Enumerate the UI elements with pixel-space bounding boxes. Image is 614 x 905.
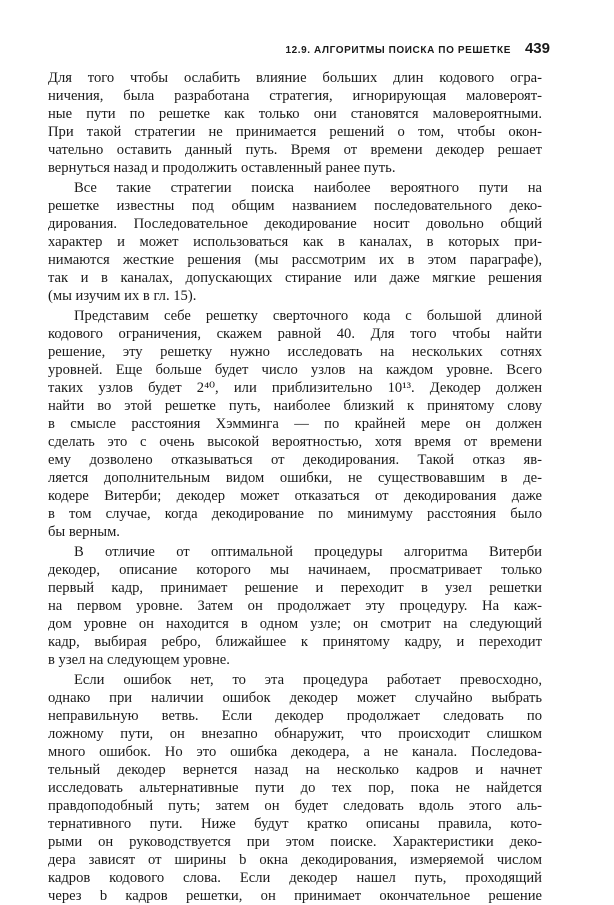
text-line: решение, эту решетку нужно исследовать на нескольких сотнях xyxy=(48,344,542,360)
paragraph-1 xyxy=(48,69,542,177)
text-line: Представим себе решетку сверточного кода с большой длиной xyxy=(74,308,542,324)
text-line: При такой стратегии не принимается решений о том, чтобы окон- xyxy=(48,124,542,140)
text-line: через b кадров решетки, он принимает окончательное решение xyxy=(48,888,542,904)
text-line: так и в каналах, допускающих стирание или даже мягкие решения xyxy=(48,270,542,286)
text-line: кадр, выбирая ребро, ближайшее к принятому кадру, и переходит xyxy=(48,634,542,650)
body-text xyxy=(48,69,542,905)
text-line: в том случае, когда декодирование по минимуму расстояния было xyxy=(48,506,542,522)
text-line: ные пути по решетке как только они становятся маловероятными. xyxy=(48,106,542,122)
text-line: тельный декодер вернется назад на несколько кадров и начнет xyxy=(48,762,542,778)
text-line: дом уровне он находится в одном узле; он смотрит на следующий xyxy=(48,616,542,632)
text-line: дирования. Последовательное декодирование носит довольно общий xyxy=(48,216,542,232)
text-line: бы верным. xyxy=(48,524,120,540)
text-line: таких узлов будет 2⁴⁰, или приблизительно 10¹³. Декодер должен xyxy=(48,380,542,396)
text-line: дера зависят от ширины b окна декодирования, измеряемой числом xyxy=(48,852,542,868)
text-line: решетке известны под общим названием последовательного деко- xyxy=(48,198,542,214)
text-line: неправильную ветвь. Если декодер продолжает следовать по xyxy=(48,708,542,724)
text-line: рыми он руководствуется при этом поиске. Характеристики деко- xyxy=(48,834,542,850)
text-line: найти во этой решетке путь, наиболее близкий к принятому слову xyxy=(48,398,542,414)
running-head xyxy=(48,40,550,57)
section-title: 12.9. АЛГОРИТМЫ ПОИСКА ПО РЕШЕТКЕ xyxy=(285,45,511,56)
text-line: декодер, описание которого мы начинаем, просматривает только xyxy=(48,562,542,578)
text-line: ляется дополнительным видом ошибки, не существовавшим в де- xyxy=(48,470,542,486)
text-line: в узел на следующем уровне. xyxy=(48,652,230,668)
text-line: Для того чтобы ослабить влияние больших длин кодового огра- xyxy=(48,70,542,86)
text-line: кодере Витерби; декодер может отказаться от декодирования даже xyxy=(48,488,542,504)
text-line: в смысле расстояния Хэмминга — по крайней мере он должен xyxy=(48,416,542,432)
text-line: вернуться назад и продолжить оставленный ранее путь. xyxy=(48,160,396,176)
text-line: Если ошибок нет, то эта процедура работает превосходно, xyxy=(74,672,542,688)
text-line: уровней. Еще больше будет число узлов на каждом уровне. Всего xyxy=(48,362,542,378)
text-line: первый кадр, принимает решение и переходит в узел решетки xyxy=(48,580,542,596)
paragraph-4 xyxy=(48,543,542,669)
book-page xyxy=(48,40,550,905)
text-line: исследовать альтернативные пути до тех пор, пока не найдется xyxy=(48,780,542,796)
text-line: сделать это с очень высокой вероятностью, хотя время от времени xyxy=(48,434,542,450)
text-line: однако при наличии ошибок декодер может случайно выбрать xyxy=(48,690,542,706)
paragraph-3 xyxy=(48,307,542,541)
text-line: тернативного пути. Ниже будут кратко описаны правила, кото- xyxy=(48,816,542,832)
text-line: нимаются жесткие решения (мы рассмотрим их в этом параграфе), xyxy=(48,252,542,268)
text-line: на первом уровне. Затем он продолжает эту процедуру. На каж- xyxy=(48,598,542,614)
text-line: характер и может использоваться как в каналах, в которых при- xyxy=(48,234,542,250)
text-line: правдоподобный путь; затем он будет следовать вдоль этого аль- xyxy=(48,798,542,814)
text-line: ему дозволено отказываться от декодирования. Такой отказ яв- xyxy=(48,452,542,468)
page-number: 439 xyxy=(524,40,550,57)
text-line: кодового ограничения, скажем равной 40. Для того чтобы найти xyxy=(48,326,542,342)
text-line: ложному пути, он внезапно обнаружит, что происходит слишком xyxy=(48,726,542,742)
text-line: В отличие от оптимальной процедуры алгоритма Витерби xyxy=(74,544,542,560)
text-line: (мы изучим их в гл. 15). xyxy=(48,288,197,304)
text-line: много ошибок. Но это ошибка декодера, а не канала. Последова- xyxy=(48,744,542,760)
paragraph-2 xyxy=(48,179,542,305)
text-line: Все такие стратегии поиска наиболее вероятного пути на xyxy=(74,180,542,196)
text-line: ничения, была разработана стратегия, игнорирующая маловероят- xyxy=(48,88,542,104)
text-line: кадров кодового слова. Если декодер нашел путь, проходящий xyxy=(48,870,542,886)
paragraph-5 xyxy=(48,671,542,905)
text-line: чательно оставить данный путь. Время от времени декодер решает xyxy=(48,142,542,158)
